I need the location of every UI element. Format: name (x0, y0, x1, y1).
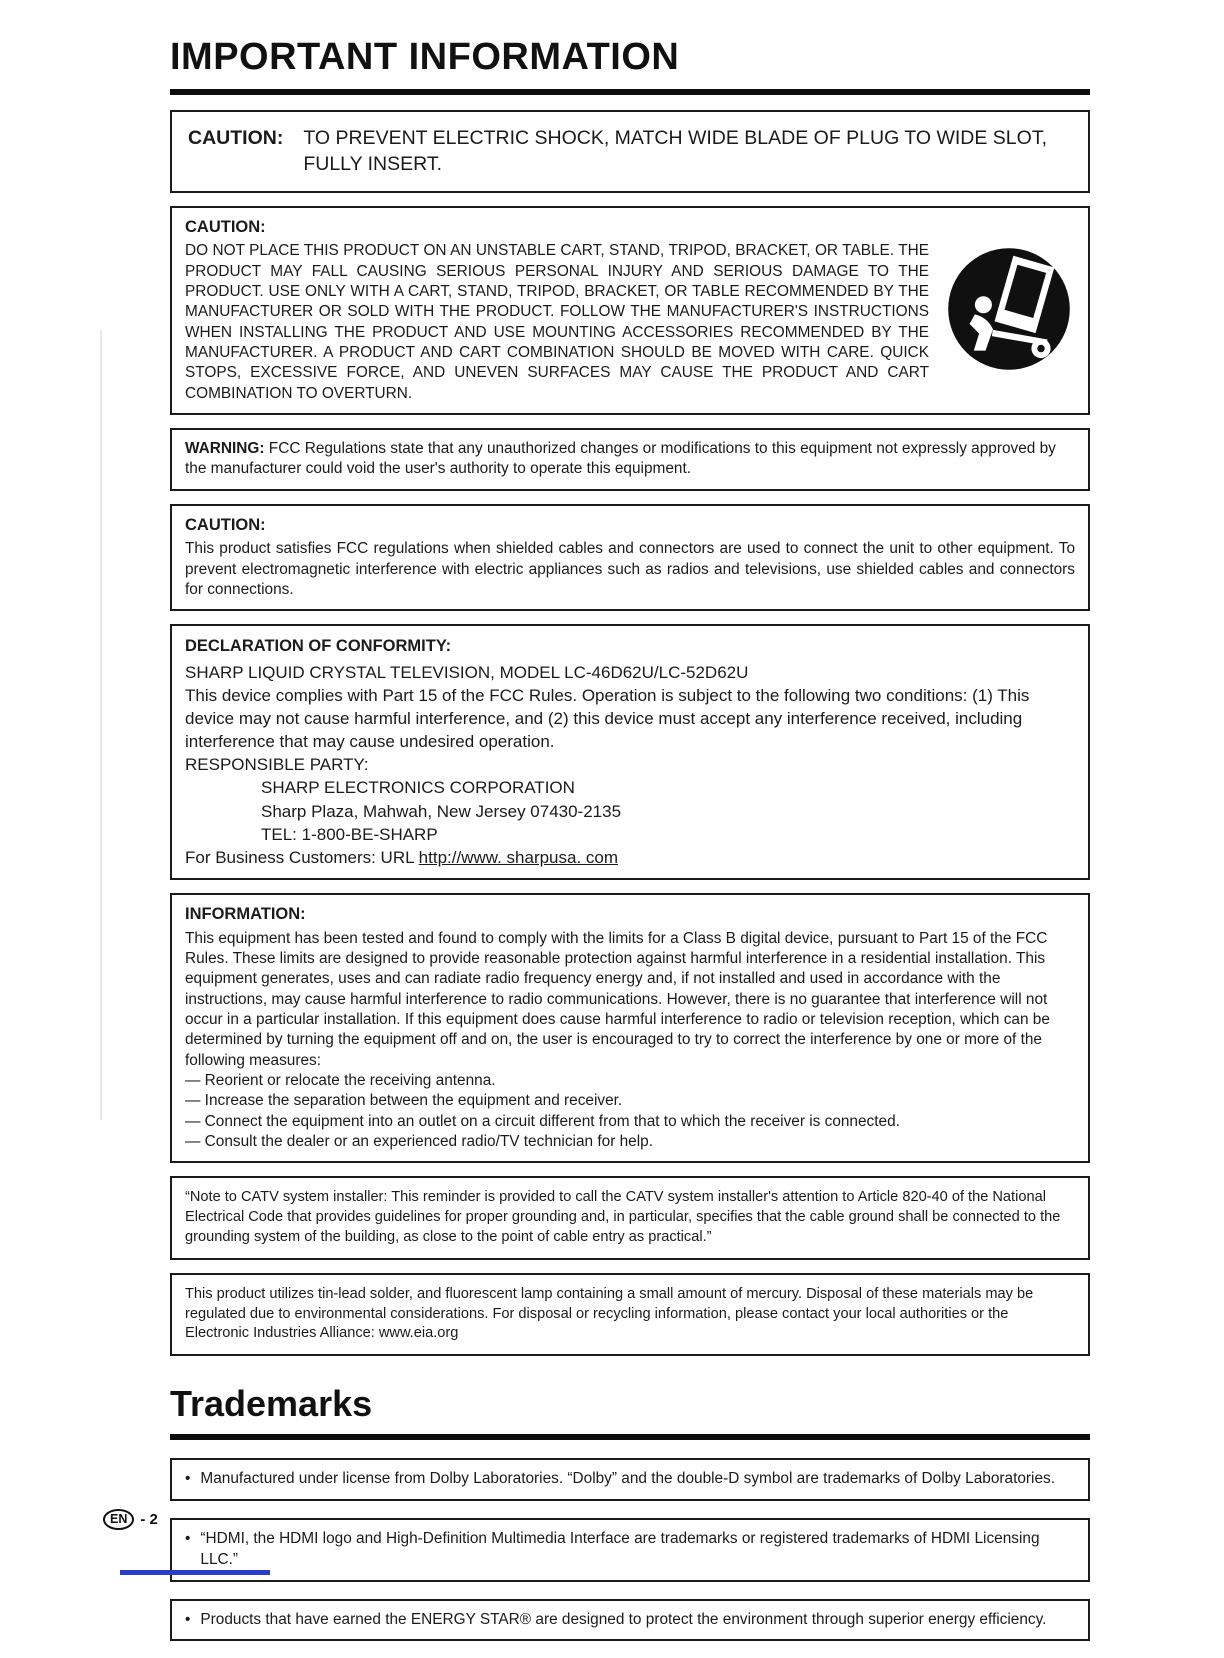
trademark-hdmi-box (170, 1518, 1090, 1582)
caution-label: CAUTION: (185, 515, 266, 534)
title-rule (170, 89, 1090, 95)
trademark-hdmi-text: “HDMI, the HDMI logo and High-Definition Multimedia Interface are trademarks or registered trademarks of HDMI Licensing LLC.” (200, 1530, 1040, 1568)
bullet-marker: • (185, 1530, 191, 1548)
declaration-label: DECLARATION OF CONFORMITY: (185, 637, 452, 656)
declaration-address: Sharp Plaza, Mahwah, New Jersey 07430-2135 (261, 801, 622, 821)
trademarks-rule (170, 1434, 1090, 1440)
bullet-marker: • (185, 1610, 191, 1628)
declaration-company: SHARP ELECTRONICS CORPORATION (261, 778, 575, 798)
trademark-dolby-text: Manufactured under license from Dolby Laboratories. “Dolby” and the double-D symbol are trademarks of Dolby Laboratories. (200, 1470, 1055, 1488)
trademark-energy-star-box (170, 1599, 1090, 1642)
caution-label: CAUTION: (188, 127, 284, 149)
declaration-body: This device complies with Part 15 of the FCC Rules. Operation is subject to the following two conditions: (1) This device may not cause harmful interference, and (2) this device must accept any interference received, including interference that may cause undesired operation. (185, 685, 1030, 752)
solder-disposal-note-text: This product utilizes tin-lead solder, and fluorescent lamp containing a small amount of mercury. Disposal of these materials may be regulated due to environmental considerations. For disposal or recycling information, please contact your local authorities or the Electronic Industries Alliance: www.eia.org (185, 1285, 1034, 1342)
trademark-energy-star-text: Products that have earned the ENERGY STAR® are designed to protect the environment through superior energy efficiency. (200, 1610, 1047, 1628)
caution-electric-shock-box (170, 110, 1090, 193)
trademark-dolby-box (170, 1458, 1090, 1501)
caution-label: CAUTION: (185, 217, 266, 236)
language-badge: EN (103, 1509, 134, 1530)
page-number: - 2 (140, 1511, 158, 1528)
information-box (170, 893, 1090, 1163)
trademarks-title: Trademarks (170, 1383, 373, 1425)
information-measure-item: — Connect the equipment into an outlet on a circuit different from that to which the receiver is connected. (185, 1112, 900, 1130)
information-body: This equipment has been tested and found to comply with the limits for a Class B digital device, pursuant to Part 15 of the FCC Rules. These limits are designed to provide reasonable protection against harmful interference in a residential installation. This equipment generates, uses and can radiate radio frequency energy and, if not installed and used in accordance with the instructions, may cause harmful interference to radio communications. However, there is no guarantee that interference will not occur in a particular installation. If this equipment does cause harmful interference to radio or television reception, which can be determined by turning the equipment off and on, the user is encouraged to try to correct the interference by one or more of the following measures: (185, 929, 1050, 1069)
cart-tipping-warning-icon (945, 243, 1073, 375)
declaration-of-conformity-box (170, 624, 1090, 879)
information-measure-item: — Consult the dealer or an experienced radio/TV technician for help. (185, 1132, 653, 1150)
catv-installer-note-box (170, 1176, 1090, 1260)
scan-edge-artifact (100, 330, 102, 1120)
solder-disposal-note-box (170, 1273, 1090, 1357)
warning-fcc-box (170, 428, 1090, 491)
business-customers-prefix: For Business Customers: URL (185, 847, 419, 867)
bullet-marker: • (185, 1470, 191, 1488)
warning-fcc-text: FCC Regulations state that any unauthorized changes or modifications to this equipment not expressly approved by the manufacturer could void the user's authority to operate this equipment. (185, 440, 1056, 478)
caution-shielded-cables-text: This product satisfies FCC regulations when shielded cables and connectors are used to connect the unit to other equipment. To prevent electromagnetic interference with electric appliances such as radios and televisions, use shielded cables and connectors for connections. (185, 540, 1075, 599)
caution-cart-content (185, 241, 1075, 404)
caution-cart-box (170, 206, 1090, 415)
declaration-business-line (185, 846, 1075, 869)
page-title: IMPORTANT INFORMATION (170, 36, 680, 78)
caution-electric-shock-text: TO PREVENT ELECTRIC SHOCK, MATCH WIDE BLADE OF PLUG TO WIDE SLOT, FULLY INSERT. (303, 127, 1047, 176)
declaration-tel: TEL: 1-800-BE-SHARP (261, 824, 438, 844)
manual-page (170, 36, 1090, 1658)
warning-label: WARNING: (185, 440, 265, 458)
declaration-responsible-party: RESPONSIBLE PARTY: (185, 755, 369, 775)
information-measure-item: — Reorient or relocate the receiving antenna. (185, 1071, 496, 1089)
information-measure-item: — Increase the separation between the equipment and receiver. (185, 1092, 623, 1110)
scan-blue-line-artifact (120, 1570, 270, 1575)
information-label: INFORMATION: (185, 904, 306, 923)
page-footer (103, 1509, 158, 1530)
catv-installer-note-text: “Note to CATV system installer: This reminder is provided to call the CATV system installer's attention to Article 820-40 of the National Electrical Code that provides guidelines for proper grounding and, in particular, specifies that the cable ground shall be connected to the grounding system of the building, as close to the point of cable entry as practical.” (185, 1189, 1061, 1245)
declaration-model-line: SHARP LIQUID CRYSTAL TELEVISION, MODEL LC-46D62U/LC-52D62U (185, 662, 749, 682)
caution-shielded-cables-box (170, 504, 1090, 612)
sharp-usa-url: http://www. sharpusa. com (418, 847, 619, 867)
caution-cart-text: DO NOT PLACE THIS PRODUCT ON AN UNSTABLE CART, STAND, TRIPOD, BRACKET, OR TABLE. THE PRODUCT MAY FALL CAUSING SERIOUS PERSONAL INJURY AND SERIOUS DAMAGE TO THE PRODUCT. USE ONLY WITH A CART, STAND, TRIPOD, BRACKET, OR TABLE RECOMMENDED BY THE MANUFACTURER OR SOLD WITH THE PRODUCT. FOLLOW THE MANUFACTURER'S INSTRUCTIONS WHEN INSTALLING THE PRODUCT AND USE MOUNTING ACCESSORIES RECOMMENDED BY THE MANUFACTURER. A PRODUCT AND CART COMBINATION SHOULD BE MOVED WITH CARE. QUICK STOPS, EXCESSIVE FORCE, AND UNEVEN SURFACES MAY CAUSE THE PRODUCT AND CART COMBINATION TO OVERTURN. (185, 242, 929, 402)
